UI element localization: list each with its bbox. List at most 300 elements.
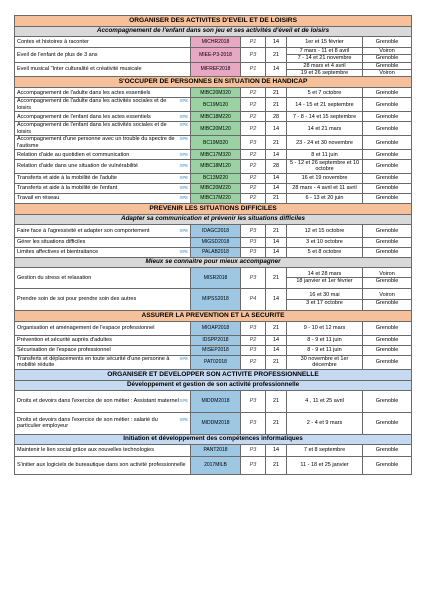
place-text: Voiron (379, 48, 395, 54)
hours-text: 21 (272, 139, 280, 146)
hours-cell (266, 288, 287, 310)
dates-cell (287, 335, 363, 345)
table-row (15, 62, 412, 77)
place-text: Grenoble (375, 125, 399, 132)
date-text: 7 mars - 11 et 8 avril (299, 48, 350, 54)
place-text: Grenoble (375, 38, 399, 45)
hours-cell (266, 390, 287, 412)
level-text: P3 (249, 398, 257, 405)
level-cell (241, 390, 266, 412)
level-text: P3 (249, 325, 257, 332)
dates-cell (287, 62, 363, 77)
course-code-text: MIDDM2018 (201, 398, 230, 405)
level-cell (241, 224, 266, 237)
course-name (15, 150, 191, 160)
level-text: P2 (249, 337, 257, 344)
place-text: Grenoble (375, 139, 399, 146)
table-row (15, 183, 412, 193)
date-text: 5 et 8 octobre (307, 249, 342, 256)
level-cell (241, 335, 266, 345)
section-title-text: Initiation et développement des compétences informatiques (123, 435, 303, 443)
level-cell (241, 62, 266, 77)
date-text: 7 - 8 - 14 et 15 septembre (292, 113, 357, 120)
place-text: Grenoble (375, 163, 399, 170)
hours-cell (266, 267, 287, 288)
spe-logo: SPE (179, 175, 188, 181)
dates-cell (287, 88, 363, 98)
place-text: Grenoble (375, 398, 399, 405)
level-text: P3 (249, 249, 257, 256)
table-row (15, 37, 412, 48)
level-text: P2 (249, 125, 257, 132)
place-text: Grenoble (363, 277, 411, 284)
course-code (191, 288, 241, 310)
dates-cell (287, 98, 363, 112)
dates-cell (287, 390, 363, 412)
section-title-text: ORGANISER DES ACTIVITES D'EVEIL ET DE LOISIRS (129, 16, 297, 24)
place-cell (363, 98, 412, 112)
date-text: 5 - 12 et 26 septembre et 10 octobre (289, 160, 360, 173)
section-header (15, 16, 412, 27)
course-code-text: MIBC20M120 (200, 125, 231, 132)
table-row (15, 247, 412, 257)
date-text: 23 - 24 et 30 novembre (296, 139, 353, 146)
hours-cell (266, 183, 287, 193)
course-name-text: Droits et devoirs dans l'exercice de son métier : salarié du particulier employeur (17, 416, 158, 430)
place-cell (363, 355, 412, 369)
course-name-text: Faire face à l'agressivité et adapter son comportement (17, 227, 150, 234)
hours-text: 21 (272, 398, 280, 405)
course-name (15, 224, 191, 237)
place-cell (363, 390, 412, 412)
level-cell (241, 288, 266, 310)
hours-cell (266, 412, 287, 434)
course-name (15, 98, 191, 112)
level-cell (241, 88, 266, 98)
course-code (191, 48, 241, 63)
place-text: Grenoble (375, 420, 399, 427)
section-title-text: ASSURER LA PREVENTION ET LA SECURITE (141, 311, 285, 319)
hours-cell (266, 122, 287, 136)
hours-cell (266, 193, 287, 203)
course-name (15, 355, 191, 369)
course-name-text: Limites affectives et bientraitance (17, 249, 99, 256)
dates-cell (287, 112, 363, 122)
hours-text: 14 (272, 249, 280, 256)
date-text: 19 et 26 septembre (287, 69, 362, 76)
hours-cell (266, 160, 287, 174)
table-row (15, 150, 412, 160)
date-text: 1er et 15 février (305, 38, 344, 45)
date-text: 9 - 10 et 12 mars (303, 325, 346, 332)
level-text: P2 (249, 101, 257, 108)
level-text: P2 (249, 185, 257, 192)
place-cell (363, 183, 412, 193)
hours-text: 28 (272, 113, 280, 120)
dates-cell (287, 183, 363, 193)
course-code (191, 412, 241, 434)
place-cell (363, 345, 412, 355)
date-text: 28 mars et 4 avril (303, 62, 346, 69)
training-table (14, 15, 412, 475)
course-code-text: IDAGC2018 (202, 227, 229, 234)
course-name-text: Maintenir le lien social grâce aux nouvelles technologies (17, 447, 154, 454)
course-name (15, 136, 191, 150)
table-row (15, 444, 412, 456)
section-title (15, 77, 412, 88)
dates-cell (287, 456, 363, 474)
course-name-text: Accompagnement de l'adulte dans les actes essentiels (17, 89, 151, 96)
course-name-text: Accompagnement de l'enfant dans les actes essentiels (17, 113, 151, 120)
course-name (15, 345, 191, 355)
hours-cell (266, 150, 287, 160)
section-header (15, 434, 412, 444)
level-text: P3 (249, 420, 257, 427)
hours-cell (266, 444, 287, 456)
hours-cell (266, 237, 287, 247)
hours-cell (266, 98, 287, 112)
course-name (15, 173, 191, 183)
hours-text: 14 (272, 38, 280, 45)
spe-logo: SPE (179, 151, 188, 157)
hours-cell (266, 224, 287, 237)
course-code (191, 122, 241, 136)
hours-cell (266, 88, 287, 98)
hours-cell (266, 345, 287, 355)
dates-cell (287, 345, 363, 355)
place-text: Grenoble (375, 113, 399, 120)
course-code (191, 224, 241, 237)
level-cell (241, 183, 266, 193)
level-cell (241, 456, 266, 474)
course-code-text: MIOAP2018 (201, 325, 230, 332)
dates-cell (287, 37, 363, 48)
level-cell (241, 136, 266, 150)
hours-cell (266, 335, 287, 345)
course-code-text: PALAB2018 (202, 249, 229, 256)
place-text: Grenoble (375, 151, 399, 158)
hours-text: 28 (272, 163, 280, 170)
spe-logo: SPE (179, 227, 188, 233)
dates-cell (287, 321, 363, 335)
course-code-text: MIBC17M320 (200, 151, 231, 158)
spe-logo: SPE (179, 185, 188, 191)
date-text: 7 et 8 septembre (303, 447, 346, 454)
course-code-text: MIBC20M320 (200, 89, 231, 96)
date-text: 12 et 15 octobre (304, 227, 345, 234)
dates-cell (287, 160, 363, 174)
course-name (15, 412, 191, 434)
hours-text: 21 (272, 101, 280, 108)
hours-text: 21 (272, 420, 280, 427)
course-code (191, 173, 241, 183)
dates-cell (287, 355, 363, 369)
course-code-text: MIGSD2018 (201, 239, 230, 246)
hours-cell (266, 37, 287, 48)
place-cell (363, 267, 412, 288)
course-code (191, 335, 241, 345)
hours-text: 21 (272, 359, 280, 366)
level-cell (241, 122, 266, 136)
hours-text: 21 (272, 89, 280, 96)
course-code-text: MISEP2018 (202, 347, 229, 354)
place-text: Grenoble (375, 462, 399, 469)
hours-cell (266, 48, 287, 63)
course-name-text: Relation d'aide au quotidien et communication (17, 151, 130, 158)
course-name-text: Sécurisation de l'espace professionnel (17, 347, 111, 354)
course-name-text: Accompagnement d'une personne avec un trouble du spectre de l'autisme (17, 136, 175, 149)
dates-cell (287, 247, 363, 257)
place-text: Voiron (379, 270, 395, 277)
level-text: P2 (249, 113, 257, 120)
hours-cell (266, 136, 287, 150)
course-code (191, 456, 241, 474)
level-text: P3 (249, 347, 257, 354)
hours-cell (266, 62, 287, 77)
date-text: 6 - 13 et 20 juin (305, 195, 344, 202)
hours-text: 14 (272, 347, 280, 354)
course-code-text: PANT2018 (203, 447, 228, 454)
course-code-text: MICHR2018 (201, 38, 230, 45)
date-text: 8 - 9 et 11 juin (307, 337, 342, 344)
section-header (15, 310, 412, 321)
level-text: P2 (249, 359, 257, 366)
level-text: P2 (249, 195, 257, 202)
course-name (15, 456, 191, 474)
course-name (15, 193, 191, 203)
table-row (15, 224, 412, 237)
level-text: P1 (249, 38, 257, 45)
place-cell (363, 321, 412, 335)
course-code-text: MIEE-P3-2018 (199, 51, 232, 58)
date-text: 30 novembre et 1er décembre (300, 355, 349, 369)
course-code-text: BC19M120 (202, 101, 228, 108)
place-text: Grenoble (375, 347, 399, 354)
course-code (191, 247, 241, 257)
course-name (15, 37, 191, 48)
place-cell (363, 150, 412, 160)
spe-logo: SPE (179, 163, 188, 169)
section-title-text: Mieux se connaitre pour mieux accompagner (145, 258, 281, 266)
course-code-text: BC19M320 (202, 139, 228, 146)
course-code-text: IDSPP2018 (202, 337, 229, 344)
section-title-text: Développement et gestion de son activité professionnelle (126, 381, 300, 389)
course-name-text: Relation d'aide dans une situation de vulnérabilité (17, 163, 138, 170)
place-cell (363, 48, 412, 63)
course-name-text: Gérer les situations difficiles (17, 239, 86, 246)
course-code (191, 444, 241, 456)
place-text: Grenoble (375, 185, 399, 192)
spe-logo: SPE (179, 136, 188, 142)
place-cell (363, 224, 412, 237)
table-row (15, 136, 412, 150)
level-text: P3 (249, 274, 257, 281)
table-row (15, 98, 412, 112)
dates-cell (287, 150, 363, 160)
place-text: Voiron (363, 69, 411, 76)
level-text: P2 (249, 175, 257, 182)
level-cell (241, 37, 266, 48)
place-cell (363, 160, 412, 174)
level-cell (241, 345, 266, 355)
date-text: 28 mars - 4 avril et 11 avril (292, 185, 357, 192)
place-text: Grenoble (375, 249, 399, 256)
table-row (15, 390, 412, 412)
date-text: 4 , 11 et 25 avril (305, 398, 344, 405)
level-text: P4 (249, 296, 257, 303)
spe-logo: SPE (179, 98, 188, 104)
place-text: Grenoble (375, 175, 399, 182)
table-row (15, 122, 412, 136)
course-name (15, 112, 191, 122)
table-row (15, 48, 412, 63)
level-text: P3 (249, 239, 257, 246)
table-row (15, 412, 412, 434)
hours-text: 14 (272, 175, 280, 182)
level-cell (241, 112, 266, 122)
course-code-text: 2017MILB (204, 462, 227, 469)
course-code (191, 112, 241, 122)
hours-text: 21 (272, 462, 280, 469)
place-text: Grenoble (375, 62, 399, 69)
place-cell (363, 193, 412, 203)
level-cell (241, 237, 266, 247)
section-title-text: PREVENIR LES SITUATIONS DIFFICILES (149, 204, 277, 212)
hours-text: 21 (272, 325, 280, 332)
level-cell (241, 321, 266, 335)
course-code (191, 345, 241, 355)
course-code (191, 183, 241, 193)
table-row (15, 345, 412, 355)
hours-cell (266, 355, 287, 369)
section-title (15, 434, 412, 444)
section-title (15, 369, 412, 380)
level-cell (241, 193, 266, 203)
date-text: 14 et 21 mars (307, 125, 342, 132)
course-code (191, 37, 241, 48)
place-cell (363, 173, 412, 183)
course-name-text: Transferts et aide à la mobilité de l'enfant (17, 185, 118, 192)
level-cell (241, 355, 266, 369)
section-title (15, 214, 412, 224)
course-name-text: Droits et devoirs dans l'exercice de son métier : Assistant maternel (17, 398, 179, 405)
course-code (191, 390, 241, 412)
course-name-text: Contes et histoires à raconter (17, 38, 89, 45)
section-title (15, 27, 412, 37)
level-cell (241, 173, 266, 183)
place-text: Grenoble (375, 195, 399, 202)
date-text: 7 - 14 et 21 novembre (287, 54, 362, 61)
level-cell (241, 150, 266, 160)
course-name-text: Prendre soin de soi pour prendre soin des autres (17, 296, 137, 303)
date-text: 16 et 30 mai (309, 292, 340, 299)
date-text: 16 et 19 novembre (301, 175, 348, 182)
course-code-text: BC13M220 (202, 175, 228, 182)
course-name (15, 62, 191, 77)
dates-cell (287, 237, 363, 247)
course-code (191, 321, 241, 335)
place-cell (363, 37, 412, 48)
course-code (191, 267, 241, 288)
table-row (15, 173, 412, 183)
hours-text: 14 (272, 66, 280, 73)
table-row (15, 237, 412, 247)
hours-text: 14 (272, 125, 280, 132)
level-cell (241, 444, 266, 456)
place-text: Grenoble (375, 89, 399, 96)
course-name (15, 390, 191, 412)
course-name-text: Eveil musical "Inter culturalité et créativité musicale (17, 66, 142, 73)
table-row (15, 193, 412, 203)
course-code (191, 355, 241, 369)
place-text: Grenoble (375, 359, 399, 366)
level-text: P3 (249, 139, 257, 146)
table-row (15, 335, 412, 345)
course-name (15, 122, 191, 136)
place-cell (363, 444, 412, 456)
course-code-text: MIBC18M120 (200, 163, 231, 170)
date-text: 3 et 17 octobre (287, 299, 362, 306)
place-text: Grenoble (375, 227, 399, 234)
section-header (15, 257, 412, 267)
section-header (15, 203, 412, 214)
level-text: P2 (249, 89, 257, 96)
course-name (15, 267, 191, 288)
course-code (191, 193, 241, 203)
place-cell (363, 122, 412, 136)
spe-logo: SPE (179, 416, 188, 422)
section-header (15, 214, 412, 224)
place-text: Grenoble (363, 54, 411, 61)
course-name-text: Travail en réseau (17, 195, 60, 202)
table-row (15, 321, 412, 335)
place-text: Grenoble (375, 447, 399, 454)
training-schedule (14, 15, 411, 475)
section-title (15, 203, 412, 214)
hours-cell (266, 173, 287, 183)
spe-logo: SPE (179, 195, 188, 201)
place-cell (363, 412, 412, 434)
section-title-text: Adapter sa communication et prévenir les situations difficiles (121, 215, 305, 223)
course-name-text: Transferts et déplacements en toute sécurité d'une personne à mobilité réduite (17, 355, 170, 369)
course-code (191, 160, 241, 174)
course-code (191, 150, 241, 160)
section-title-text: Accompagnement de l'enfant dans son jeu et ses activités d'éveil et de loisirs (96, 27, 330, 35)
course-name-text: Accompagnement de l'enfant dans les activités sociales et de loisirs (17, 122, 167, 135)
table-row (15, 456, 412, 474)
date-text: 2 - 4 et 9 mars (306, 420, 343, 427)
place-cell (363, 62, 412, 77)
hours-text: 21 (272, 274, 280, 281)
course-code-text: MIFREF2018 (200, 66, 231, 73)
course-name-text: Accompagnement de l'adulte dans les activités sociales et de loisirs (17, 98, 167, 111)
date-text: 8 - 9 et 11 juin (307, 347, 342, 354)
date-text: 11 - 18 et 25 janvier (300, 462, 349, 469)
course-name (15, 288, 191, 310)
dates-cell (287, 48, 363, 63)
level-cell (241, 412, 266, 434)
place-text: Grenoble (375, 239, 399, 246)
course-name (15, 88, 191, 98)
date-text: 14 - 15 et 21 septembre (295, 101, 354, 108)
table-row (15, 88, 412, 98)
course-name-text: Gestion du stress et relaxation (17, 274, 92, 281)
dates-cell (287, 288, 363, 310)
course-code-text: MIBC18M220 (200, 113, 231, 120)
hours-text: 21 (272, 51, 280, 58)
dates-cell (287, 122, 363, 136)
course-name-text: Eveil de l'enfant de plus de 3 ans (17, 51, 98, 58)
